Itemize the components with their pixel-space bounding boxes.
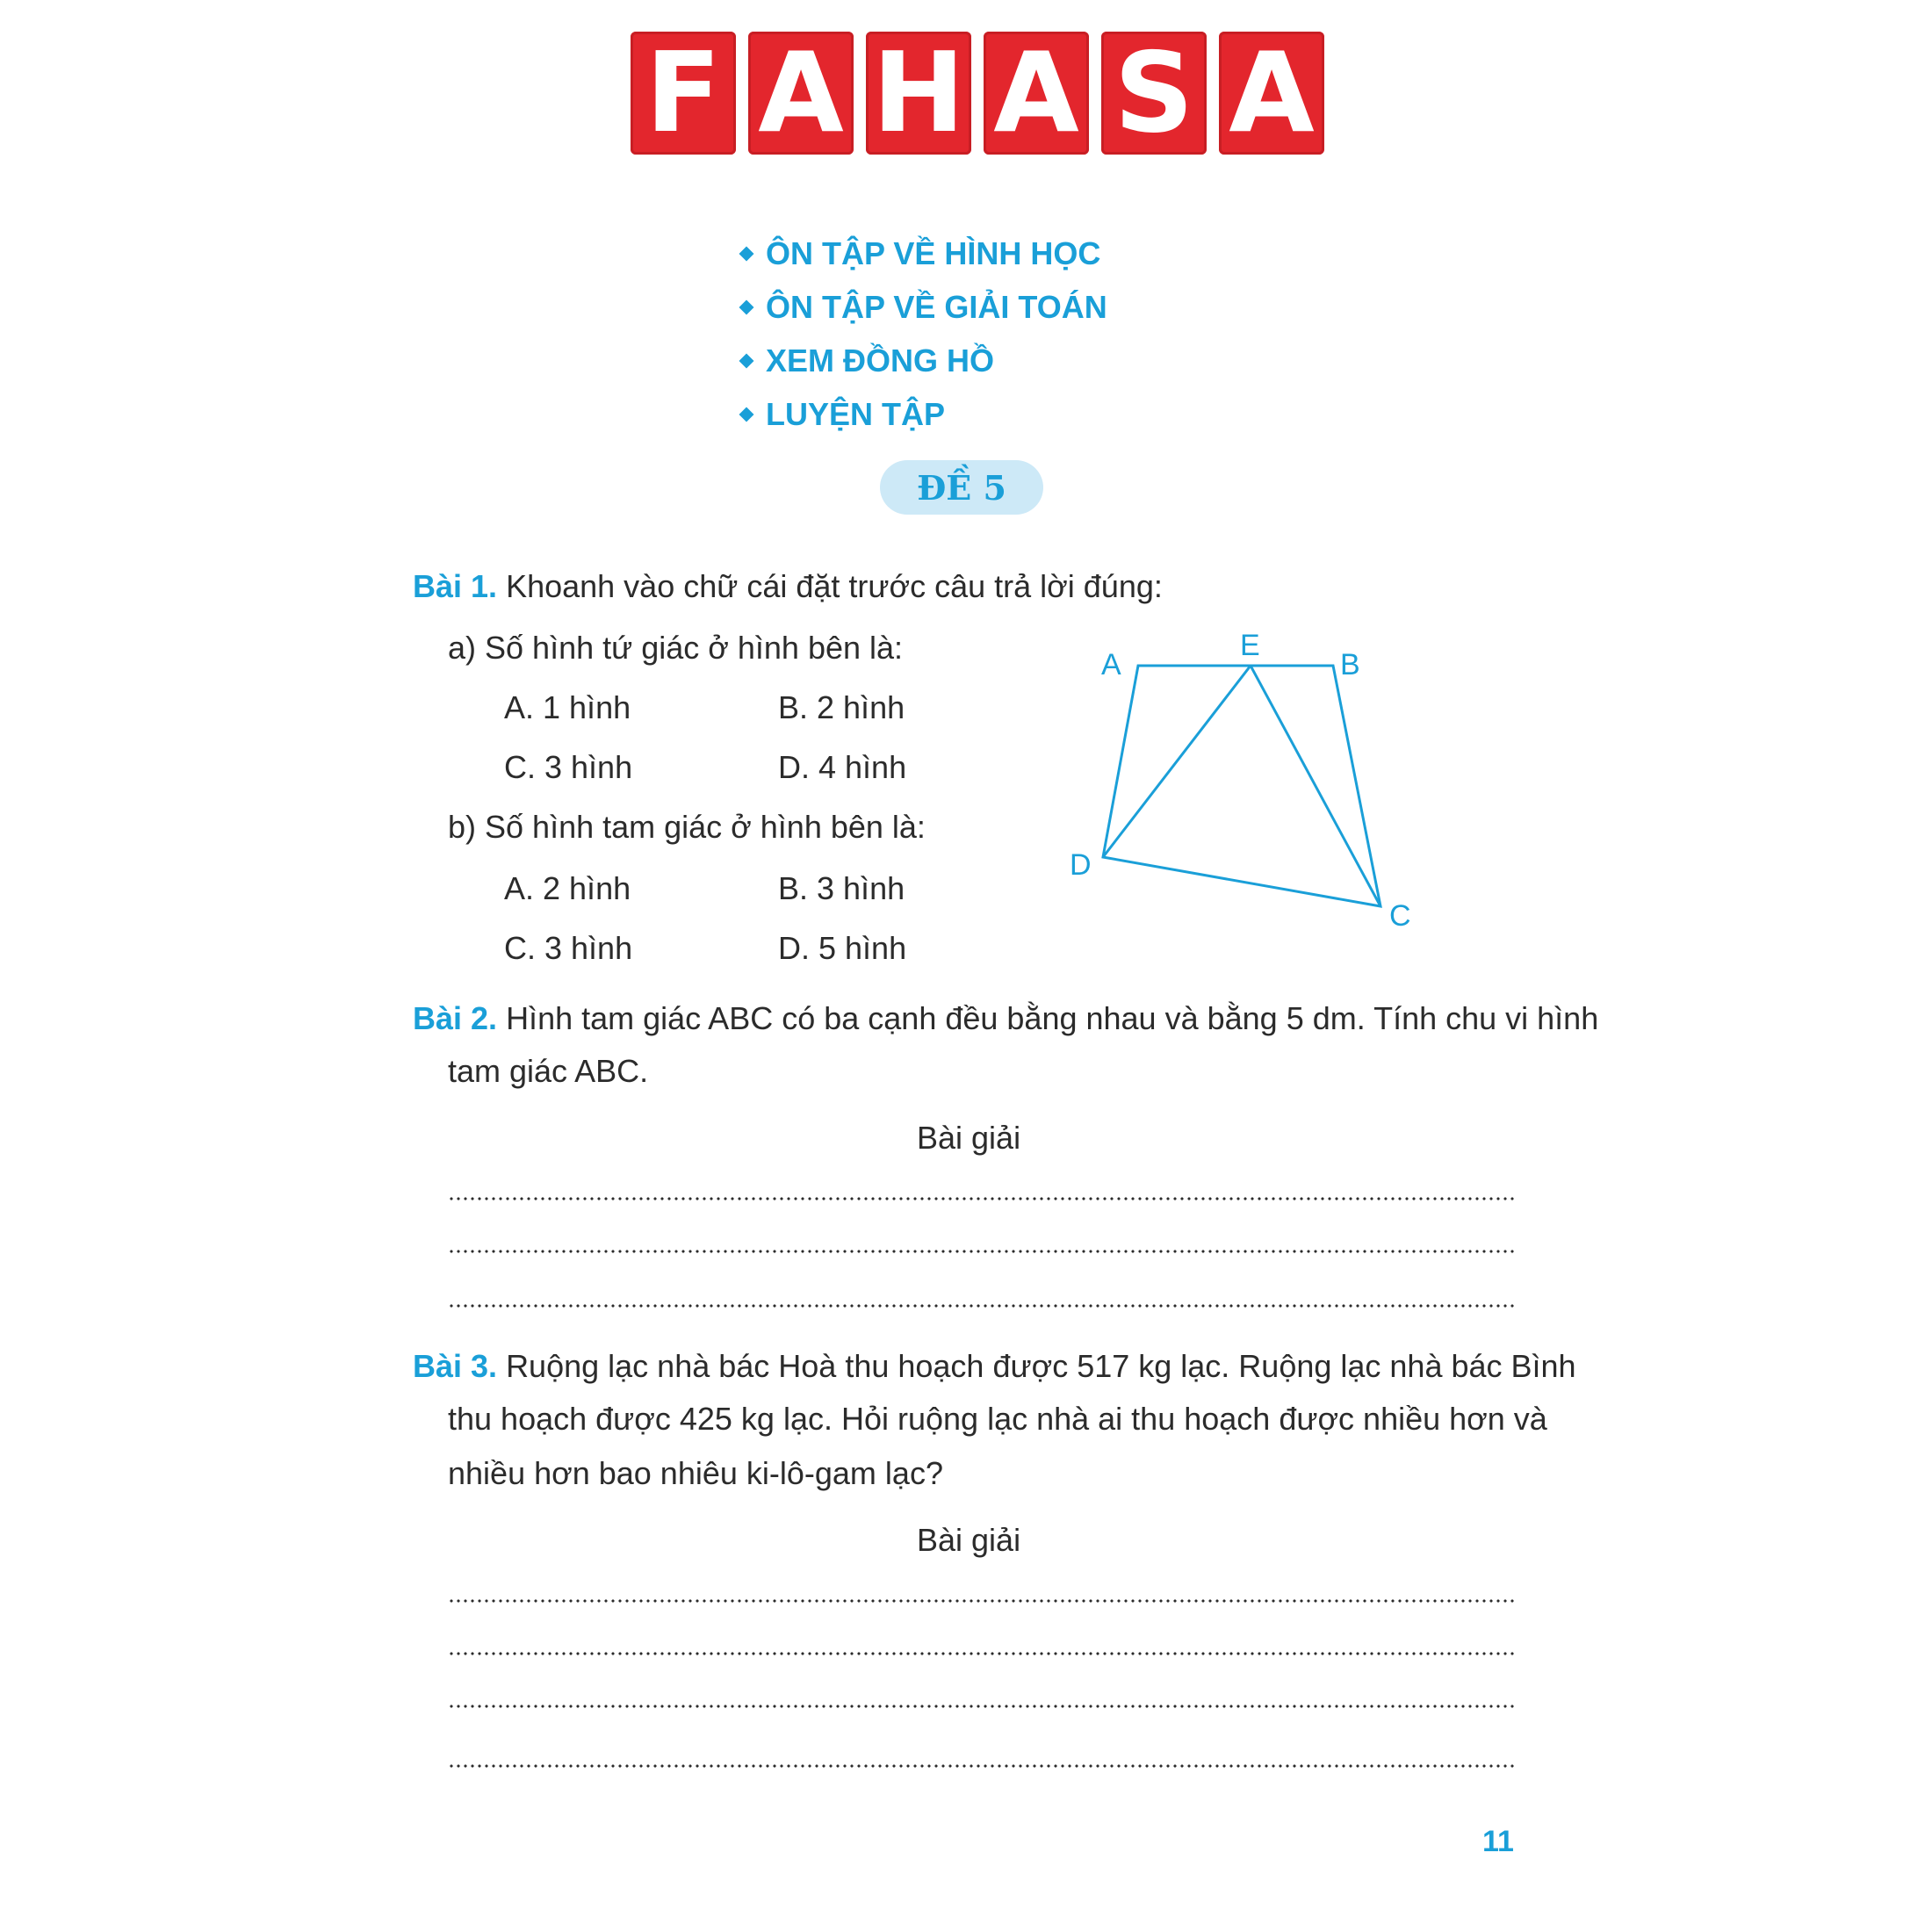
vertex-label-e: E — [1240, 629, 1260, 662]
solution-title-3: Bài giải — [917, 1522, 1021, 1558]
option-a-a[interactable]: A. 1 hình — [504, 689, 631, 725]
segment-ec — [1251, 666, 1381, 906]
option-a-c[interactable]: C. 3 hình — [504, 749, 633, 785]
exercise-1-text: Khoanh vào chữ cái đặt trước câu trả lời đúng: — [506, 568, 1163, 604]
option-b-a[interactable]: A. 2 hình — [504, 870, 631, 906]
answer-line[interactable] — [448, 1249, 1516, 1254]
logo-letter-f: F — [631, 32, 736, 155]
question-b: b) Số hình tam giác ở hình bên là: — [448, 809, 926, 845]
logo-letter-a2: A — [984, 32, 1089, 155]
answer-line[interactable] — [448, 1704, 1516, 1709]
topic-label: LUYỆN TẬP — [766, 395, 946, 432]
page-number: 11 — [1482, 1825, 1514, 1858]
answer-line[interactable] — [448, 1763, 1516, 1769]
topic-label: ÔN TẬP VỀ HÌNH HỌC — [766, 234, 1101, 271]
topic-label: ÔN TẬP VỀ GIẢI TOÁN — [766, 288, 1107, 325]
solution-title-2: Bài giải — [917, 1120, 1021, 1156]
exercise-3-line-2: thu hoạch được 425 kg lạc. Hỏi ruộng lạc nhà ai thu hoạch được nhiều hơn và — [448, 1401, 1547, 1437]
exercise-2-text-1: Hình tam giác ABC có ba cạnh đều bằng nhau và bằng 5 dm. Tính chu vi hình — [506, 1000, 1599, 1036]
exercise-2-label: Bài 2. — [413, 1000, 498, 1036]
topic-label: XEM ĐỒNG HỒ — [766, 342, 995, 378]
exercise-3-line-3: nhiều hơn bao nhiêu ki-lô-gam lạc? — [448, 1455, 943, 1491]
answer-line[interactable] — [448, 1598, 1516, 1604]
exercise-3-text-1: Ruộng lạc nhà bác Hoà thu hoạch được 517 kg lạc. Ruộng lạc nhà bác Bình — [506, 1348, 1576, 1384]
question-a: a) Số hình tứ giác ở hình bên là: — [448, 630, 904, 666]
option-a-d[interactable]: D. 4 hình — [778, 749, 907, 785]
exercise-3-label: Bài 3. — [413, 1348, 498, 1384]
vertex-label-d: D — [1070, 848, 1092, 882]
logo-letter-a: A — [748, 32, 854, 155]
exercise-1-label: Bài 1. — [413, 568, 498, 604]
answer-line[interactable] — [448, 1303, 1516, 1308]
option-b-c[interactable]: C. 3 hình — [504, 930, 633, 966]
logo-letter-s: S — [1101, 32, 1207, 155]
exercise-3-line-1 — [413, 1340, 1576, 1393]
logo-letter-a3: A — [1219, 32, 1324, 155]
answer-line[interactable] — [448, 1651, 1516, 1656]
exam-badge: ĐỀ 5 — [880, 460, 1043, 515]
exercise-2-line-1 — [413, 992, 1599, 1045]
vertex-label-a: A — [1101, 648, 1121, 681]
logo-letter-h: H — [866, 32, 971, 155]
answer-line[interactable] — [448, 1196, 1516, 1201]
vertex-label-c: C — [1389, 899, 1411, 933]
option-b-b[interactable]: B. 3 hình — [778, 870, 905, 906]
option-b-d[interactable]: D. 5 hình — [778, 930, 907, 966]
exercise-2-line-2: tam giác ABC. — [448, 1053, 649, 1089]
quadrilateral-abcd — [1103, 666, 1381, 906]
segment-ed — [1103, 666, 1251, 857]
option-a-b[interactable]: B. 2 hình — [778, 689, 905, 725]
vertex-label-b: B — [1340, 648, 1360, 681]
